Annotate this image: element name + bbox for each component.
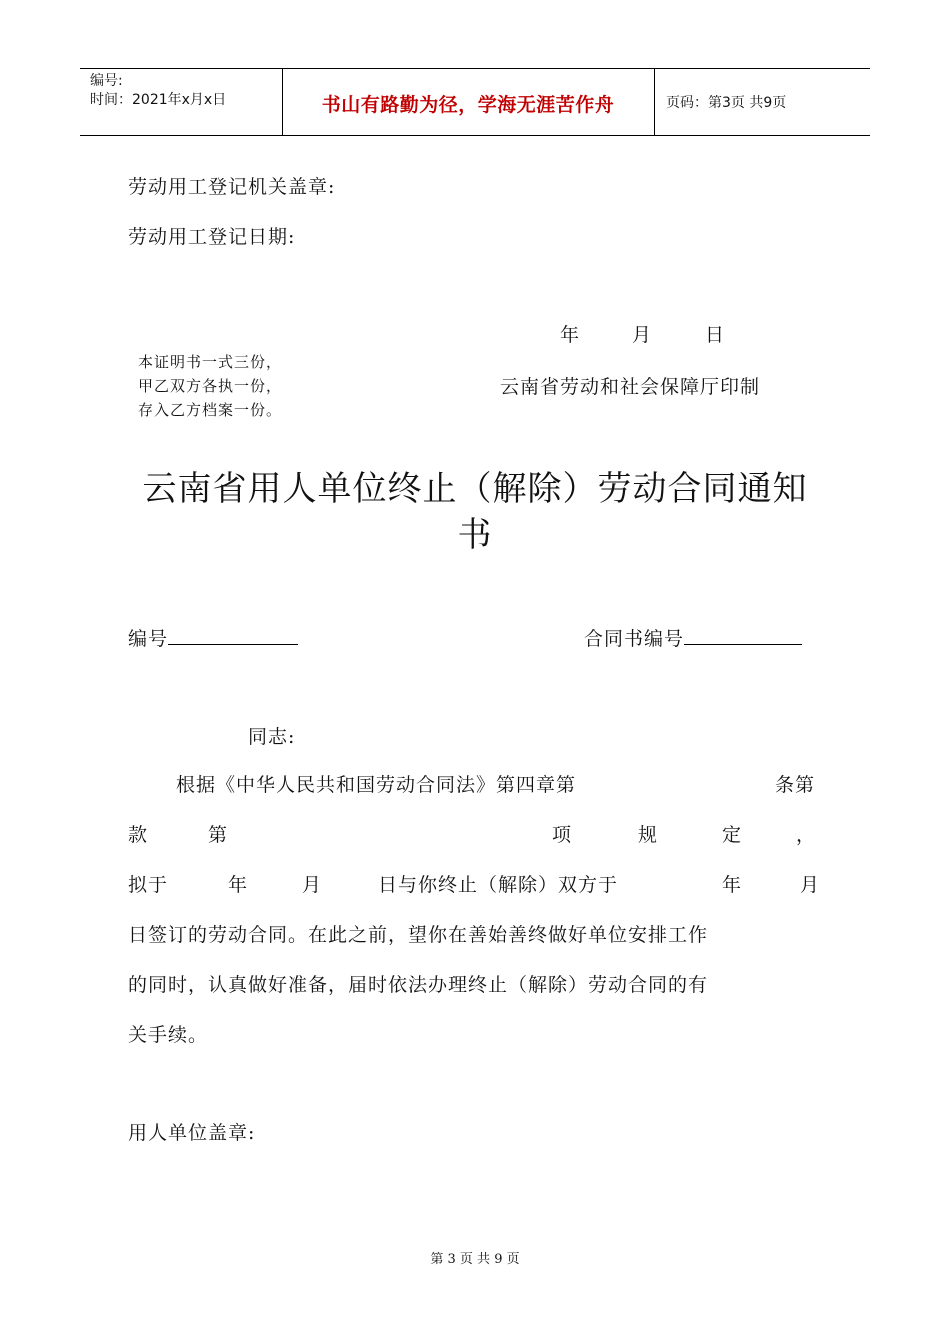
- copies-note-line: 甲乙双方各执一份，: [138, 377, 283, 395]
- contract-number-label: 合同书编号: [584, 628, 685, 650]
- document-title-line-1: 云南省用人单位终止（解除）劳动合同通知: [142, 469, 808, 509]
- letter-word: 第: [208, 824, 229, 846]
- letter-word: 年: [722, 874, 743, 896]
- letter-word: ，: [796, 824, 817, 846]
- date-year: 年: [560, 324, 581, 346]
- letter-line-6: 关手续。: [128, 1024, 209, 1046]
- letter-word: 规: [638, 824, 659, 846]
- header-top-border: [80, 68, 870, 69]
- letter-word: 年: [228, 874, 249, 896]
- letter-word: 定: [722, 824, 743, 846]
- copies-note-line: 存入乙方档案一份。: [138, 401, 283, 419]
- page-footer: 第 3 页 共 9 页: [430, 1252, 520, 1267]
- number-label: 编号: [128, 628, 169, 650]
- header-motto: 书山有路勤为径，学海无涯苦作舟: [321, 94, 615, 116]
- printer-label: 云南省劳动和社会保障厅印制: [500, 376, 761, 398]
- header-divider: [654, 68, 655, 136]
- document-title-line-2: 书: [457, 515, 493, 555]
- header-table: [80, 68, 870, 136]
- letter-word: 款: [128, 824, 149, 846]
- employer-seal-label: 用人单位盖章:: [128, 1122, 256, 1144]
- letter-word: 项: [552, 824, 573, 846]
- salutation: 同志:: [248, 726, 296, 748]
- header-meta: [90, 72, 226, 110]
- header-number-label: 编号:: [90, 73, 123, 89]
- number-field: [128, 622, 298, 651]
- letter-line-1-left: 根据《中华人民共和国劳动合同法》第四章第: [176, 774, 577, 796]
- copies-note-line: 本证明书一式三份，: [138, 353, 283, 371]
- letter-line-1-right: 条第: [775, 774, 816, 796]
- letter-word: 月: [800, 874, 821, 896]
- letter-line-5: 的同时，认真做好准备，届时依法办理终止（解除）劳动合同的有: [128, 974, 709, 996]
- contract-number-blank: [684, 622, 802, 645]
- letter-line-4: 日签订的劳动合同。在此之前，望你在善始善终做好单位安排工作: [128, 924, 709, 946]
- header-time-label: 时间：2021年x月x日: [90, 92, 227, 108]
- registration-seal-label: 劳动用工登记机关盖章:: [128, 176, 336, 198]
- header-page-label: 页码：第3页 共9页: [666, 95, 787, 111]
- letter-word: 日与你终止（解除）双方于: [378, 874, 619, 896]
- contract-number-field: [584, 622, 802, 651]
- date-day: 日: [705, 324, 726, 346]
- date-month: 月: [632, 324, 653, 346]
- letter-word: 拟于: [128, 874, 169, 896]
- header-bottom-border: [80, 135, 870, 136]
- copies-note: [138, 350, 282, 422]
- letter-word: 月: [302, 874, 323, 896]
- number-blank: [168, 622, 298, 645]
- registration-date-label: 劳动用工登记日期:: [128, 226, 296, 248]
